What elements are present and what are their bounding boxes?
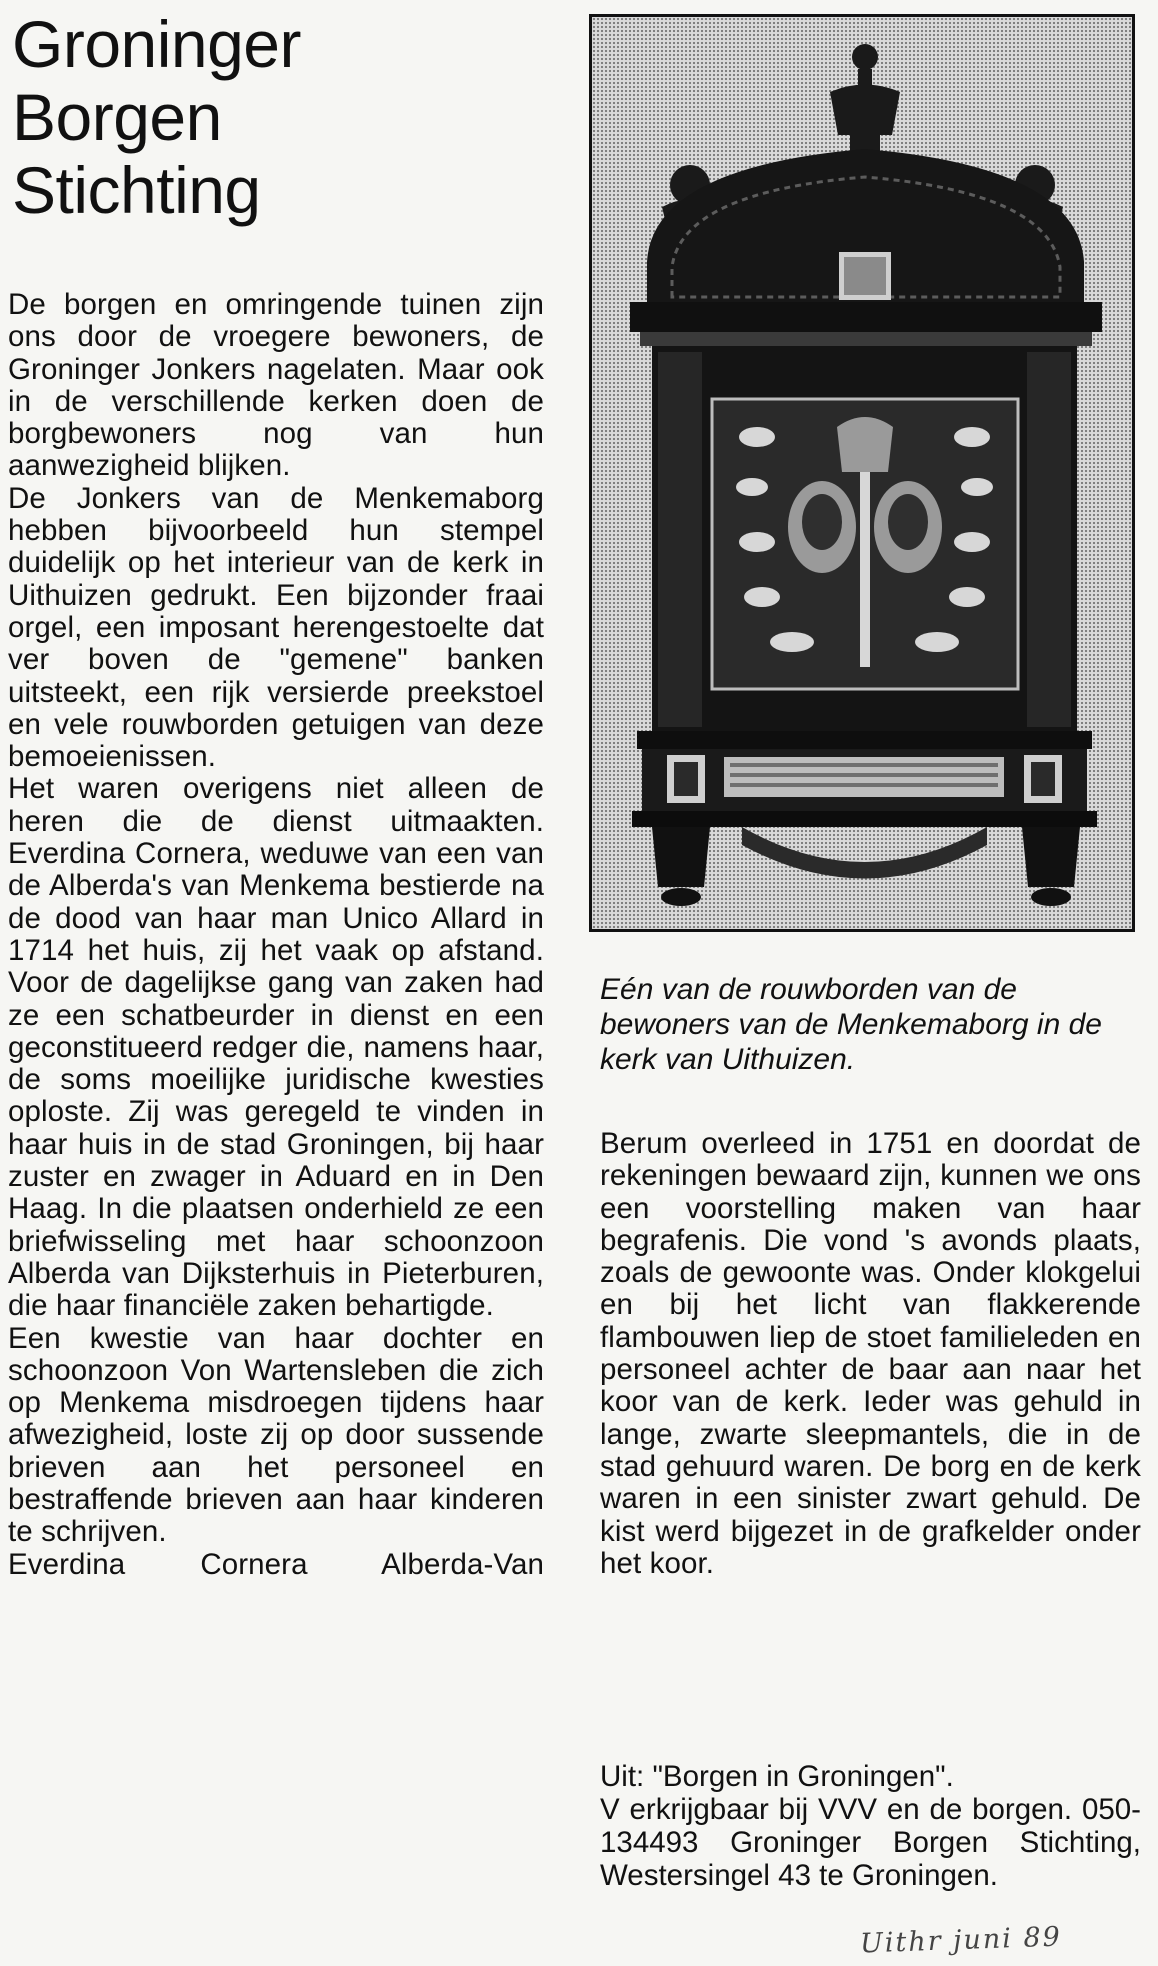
left-column [8, 289, 544, 1581]
title-line-2: Borgen [12, 80, 222, 154]
source-line: Uit: "Borgen in Groningen". [600, 1760, 954, 1793]
article-title [12, 8, 572, 227]
source-note [600, 1760, 1141, 1892]
right-column [600, 1128, 1141, 1580]
photo-rouwbord [589, 14, 1135, 932]
title-line-3: Stichting [12, 153, 261, 227]
handwritten-note: Uithr juni 89 [859, 1921, 1063, 1960]
title-line-1: Groninger [12, 7, 301, 81]
rouwbord-illustration [592, 17, 1132, 929]
paragraph-intro: De borgen en omringende tuinen zijn ons door de vroegere bewoners, de Groninger Jonkers nagelaten. Maar ook in de verschillende kerken doen de borgbewoners nog van hun aanwezigheid blijken. [8, 288, 544, 483]
paragraph-kwestie: Een kwestie van haar dochter en schoonzoon Von Wartensleben die zich op Menkema misdroegen tijdens haar afwezigheid, loste zij op door sussende brieven aan het personeel en bestraffende brieven aan haar kinderen te schrijven. [8, 1321, 544, 1549]
paragraph-jonkers: De Jonkers van de Menkemaborg hebben bijvoorbeeld hun stempel duidelijk op het interieur van de kerk in Uithuizen gedrukt. Een bijzonder fraai orgel, een imposant herengestoelte dat ver boven de "gemene" banken uitsteekt, een rijk versierde preekstoel en vele rouwborden getuigen van deze bemoeienissen. [8, 481, 544, 774]
paragraph-everdina: Het waren overigens niet alleen de heren die de dienst uitmaakten. Everdina Cornera, weduwe van een van de Alberda's van Menkema bestierde na de dood van haar man Unico Allard in 1714 het huis, zij het vaak op afstand. Voor de dagelijkse gang van zaken had ze een schatbeurder in dienst en een geconstitueerd redger die, namens haar, de soms moeilijke juridische kwesties oploste. Zij was geregeld te vinden in haar huis in de stad Groningen, bij haar zuster en zwager in Aduard en in Den Haag. In die plaatsen onderhield ze een briefwisseling met haar schoonzoon Alberda van Dijksterhuis in Pieterburen, die haar financiële zaken behartigde. [8, 772, 544, 1323]
paragraph-continued: Everdina Cornera Alberda-Van [8, 1547, 544, 1581]
photo-caption: Eén van de rouwborden van de bewoners van de Menkemaborg in de kerk van Uithuizen. [600, 973, 1102, 1076]
paragraph-begrafenis: Berum overleed in 1751 en doordat de rekeningen bewaard zijn, kunnen we ons een voorstelling maken van haar begrafenis. Die vond 's avonds plaats, zoals de gewoonte was. Onder klokgelui en bij het licht van flakkerende flambouwen liep de stoet familieleden en personeel achter de baar aan naar het koor van de kerk. Ieder was gehuld in lange, zwarte sleepmantels, die in de stad gehuurd waren. De borg en de kerk waren in een sinister zwart gehuld. De kist werd bijgezet in de grafkelder onder het koor. [600, 1127, 1141, 1580]
source-details: V erkrijgbaar bij VVV en de borgen. 050-134493 Groninger Borgen Stichting, Westersingel 43 te Groningen. [600, 1793, 1141, 1892]
